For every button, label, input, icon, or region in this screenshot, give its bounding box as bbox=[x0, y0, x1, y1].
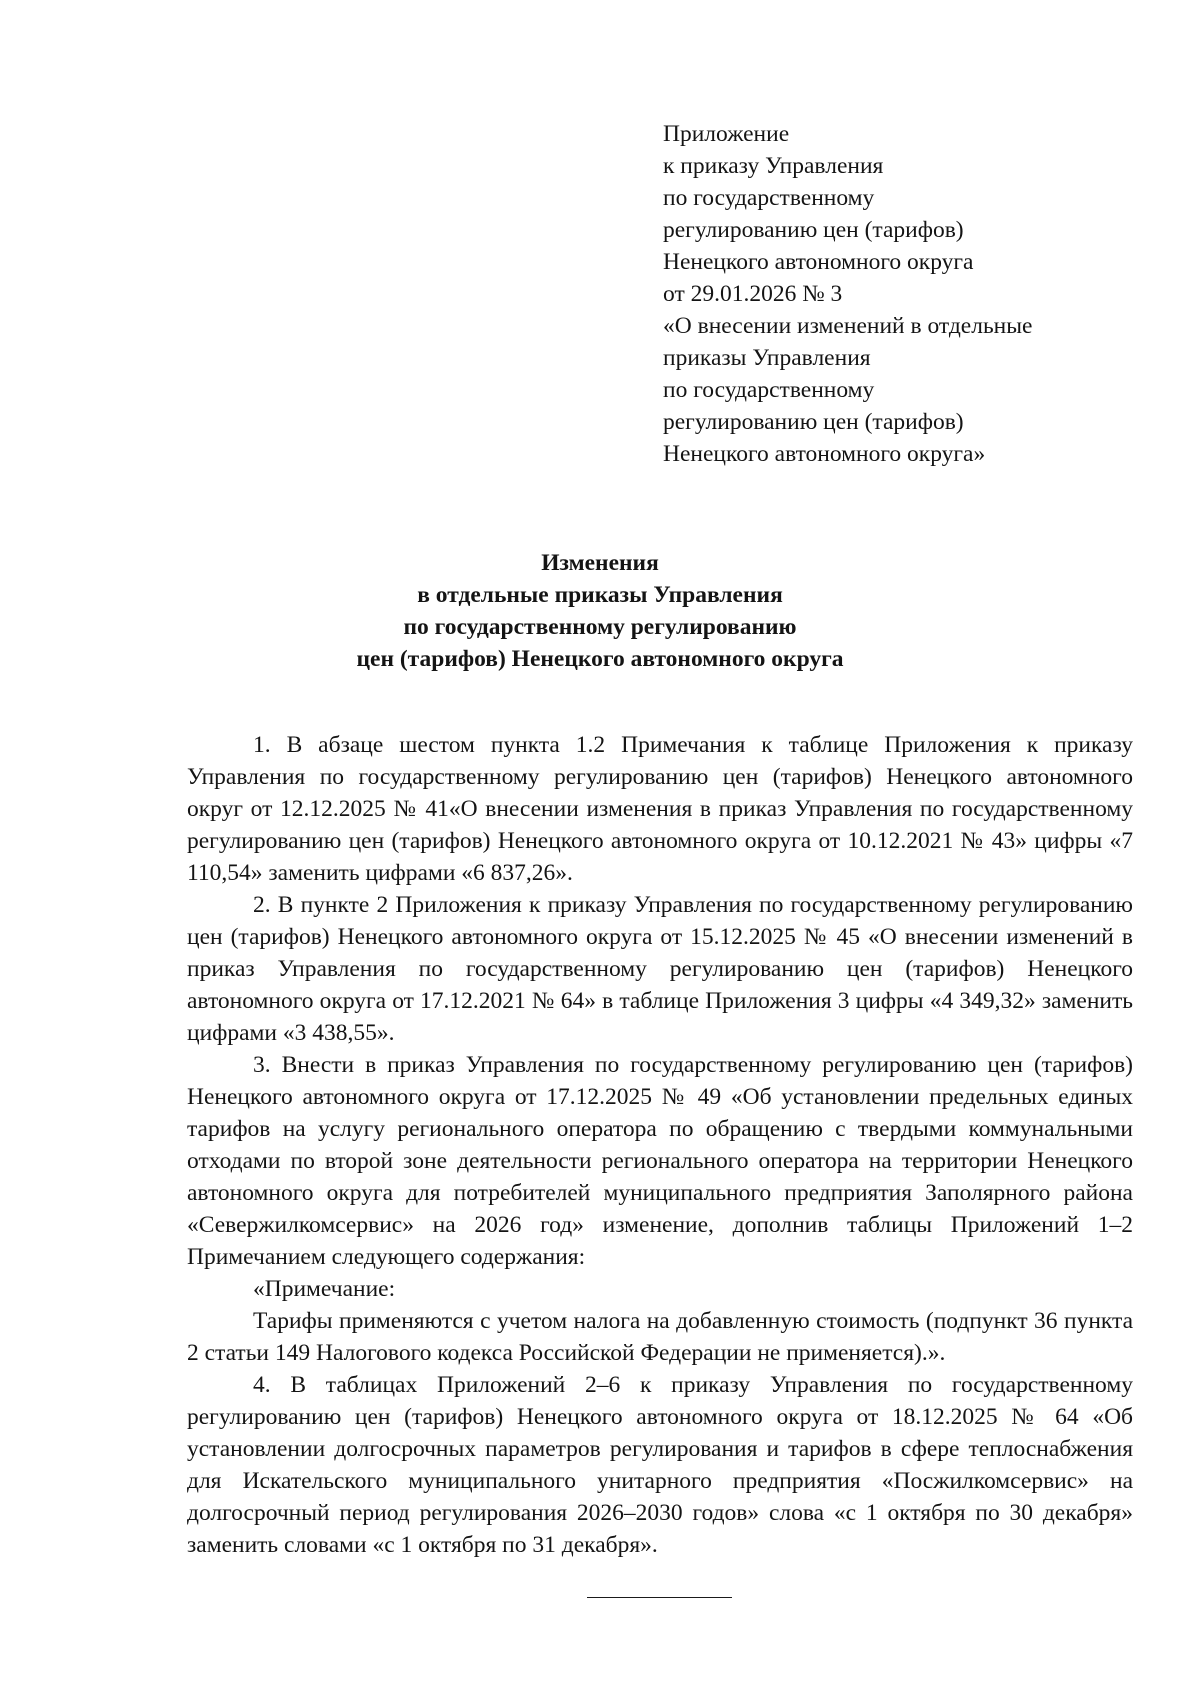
appendix-line: от 29.01.2026 № 3 bbox=[663, 281, 843, 307]
document-body bbox=[187, 729, 1133, 1561]
document-title bbox=[180, 547, 1020, 675]
appendix-header bbox=[663, 118, 1143, 470]
appendix-line: регулированию цен (тарифов) bbox=[663, 217, 964, 243]
paragraph-item-2: 2. В пункте 2 Приложения к приказу Управления по государственному регулированию цен (тарифов) Ненецкого автономного округа от 15.12.2025 № 45 «О внесении изменений в приказ Управления по государственному регулированию цен (тарифов) Ненецкого автономного округа от 17.12.2021 № 64» в таблице Приложения 3 цифры «4 349,32» заменить цифрами «3 438,55». bbox=[187, 892, 1133, 1046]
appendix-line: «О внесении изменений в отдельные bbox=[663, 313, 1033, 339]
note-heading: «Примечание: bbox=[253, 1276, 396, 1302]
appendix-line: к приказу Управления bbox=[663, 153, 884, 179]
title-line: по государственному регулированию bbox=[403, 614, 797, 640]
title-line: в отдельные приказы Управления bbox=[417, 582, 783, 608]
appendix-line: Приложение bbox=[663, 121, 790, 147]
paragraph-item-4: 4. В таблицах Приложений 2–6 к приказу Управления по государственному регулированию цен (тарифов) Ненецкого автономного округа от 18.12.2025 № 64 «Об установлении долгосрочных параметров регулирования и тарифов в сфере теплоснабжения для Искательского муниципального унитарного предприятия «Посжилкомсервис» на долгосрочный период регулирования 2026–2030 годов» слова «с 1 октября по 30 декабря» заменить словами «с 1 октября по 31 декабря». bbox=[187, 1372, 1133, 1558]
footer-divider bbox=[587, 1597, 732, 1598]
appendix-line: приказы Управления bbox=[663, 345, 871, 371]
note-text: Тарифы применяются с учетом налога на добавленную стоимость (подпункт 36 пункта 2 статьи 149 Налогового кодекса Российской Федерации не применяется).». bbox=[187, 1308, 1133, 1366]
appendix-line: по государственному bbox=[663, 185, 875, 211]
appendix-line: по государственному bbox=[663, 377, 875, 403]
appendix-line: Ненецкого автономного округа» bbox=[663, 441, 986, 467]
title-line: цен (тарифов) Ненецкого автономного округа bbox=[356, 646, 844, 672]
title-line: Изменения bbox=[541, 550, 659, 576]
appendix-line: Ненецкого автономного округа bbox=[663, 249, 974, 275]
paragraph-item-1: 1. В абзаце шестом пункта 1.2 Примечания к таблице Приложения к приказу Управления по государственному регулированию цен (тарифов) Ненецкого автономного округ от 12.12.2025 № 41«О внесении изменения в приказ Управления по государственному регулированию цен (тарифов) Ненецкого автономного округа от 10.12.2021 № 43» цифры «7 110,54» заменить цифрами «6 837,26». bbox=[187, 732, 1133, 886]
appendix-line: регулированию цен (тарифов) bbox=[663, 409, 964, 435]
paragraph-item-3: 3. Внести в приказ Управления по государственному регулированию цен (тарифов) Ненецкого автономного округа от 17.12.2025 № 49 «Об установлении предельных единых тарифов на услугу регионального оператора по обращению с твердыми коммунальными отходами по второй зоне деятельности регионального оператора на территории Ненецкого автономного округа для потребителей муниципального предприятия Заполярного района «Севержилкомсервис» на 2026 год» изменение, дополнив таблицы Приложений 1–2 Примечанием следующего содержания: bbox=[187, 1052, 1133, 1270]
